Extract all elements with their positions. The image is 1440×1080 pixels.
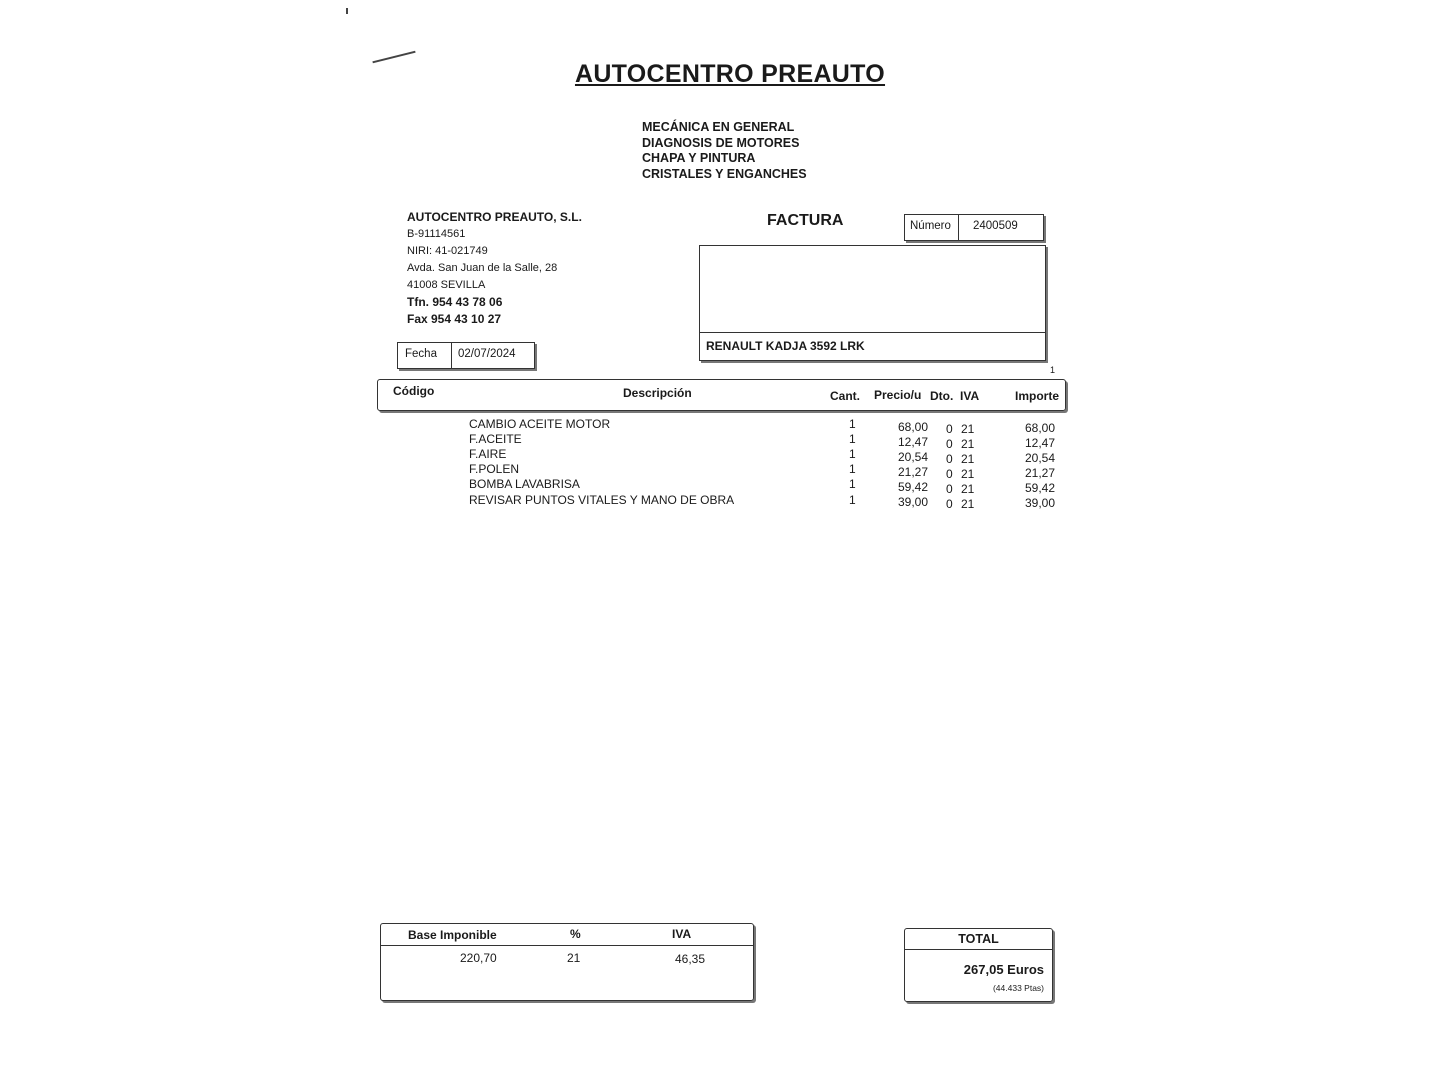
total-label: TOTAL: [905, 929, 1052, 950]
header-importe: Importe: [1015, 389, 1060, 403]
iva-label: IVA: [672, 927, 692, 941]
header-cant: Cant.: [830, 389, 860, 403]
company-address: Avda. San Juan de la Salle, 28: [407, 262, 558, 274]
row-desc: REVISAR PUNTOS VITALES Y MANO DE OBRA: [469, 493, 735, 507]
header-descripcion: Descripción: [623, 386, 692, 400]
client-box: [699, 245, 1046, 361]
row-dto: 0: [946, 497, 953, 511]
table-row: [0, 462, 1440, 481]
service-line: DIAGNOSIS DE MOTORES: [642, 135, 800, 150]
company-info: [407, 209, 582, 328]
row-precio: 21,27: [897, 465, 928, 479]
row-desc: F.POLEN: [469, 462, 520, 476]
row-precio: 59,42: [897, 480, 928, 494]
pct-label: %: [570, 927, 581, 941]
table-row: [0, 493, 1440, 511]
row-dto: 0: [946, 422, 953, 436]
company-fax: Fax 954 43 10 27: [407, 312, 502, 326]
row-precio: 20,54: [897, 450, 928, 464]
invoice-label: FACTURA: [767, 212, 844, 229]
total-amount: 267,05 Euros: [963, 962, 1044, 977]
row-iva: 21: [961, 437, 975, 451]
row-cant: 1: [849, 477, 856, 491]
row-desc: F.ACEITE: [469, 432, 522, 446]
total-box: [904, 928, 1053, 1002]
service-line: CRISTALES Y ENGANCHES: [642, 166, 807, 181]
pct-value: 21: [567, 951, 581, 965]
row-precio: 68,00: [897, 420, 928, 434]
row-importe: 12,47: [1024, 436, 1055, 450]
table-header: [377, 379, 1066, 411]
invoice-number: 2400509: [973, 220, 1018, 232]
row-cant: 1: [849, 493, 856, 507]
service-line: MECÁNICA EN GENERAL: [642, 120, 795, 134]
table-row: [0, 477, 1440, 496]
services-list: [642, 120, 807, 182]
scan-mark: [372, 51, 415, 64]
scan-mark: [346, 8, 348, 14]
row-dto: 0: [946, 467, 953, 481]
table-row: [0, 417, 1440, 436]
row-dto: 0: [946, 452, 953, 466]
row-importe: 20,54: [1024, 451, 1055, 465]
tax-header: [381, 924, 753, 946]
invoice-number-box: [904, 214, 1044, 241]
row-iva: 21: [961, 482, 975, 496]
invoice-number-label: Número: [905, 215, 959, 240]
row-iva: 21: [961, 452, 975, 466]
row-iva: 21: [961, 497, 975, 511]
company-phone: Tfn. 954 43 78 06: [407, 295, 503, 309]
header-codigo: Código: [393, 384, 435, 398]
row-importe: 68,00: [1024, 421, 1055, 435]
service-line: CHAPA Y PINTURA: [642, 151, 756, 165]
row-cant: 1: [849, 417, 856, 431]
total-ptas: (44.433 Ptas): [992, 983, 1044, 993]
base-label: Base Imponible: [408, 928, 497, 942]
company-name: AUTOCENTRO PREAUTO, S.L.: [407, 210, 582, 224]
row-importe: 59,42: [1024, 481, 1055, 495]
row-dto: 0: [946, 437, 953, 451]
date-label: Fecha: [398, 343, 452, 368]
header-precio: Precio/u: [874, 388, 922, 402]
header-iva: IVA: [960, 389, 980, 403]
header-dto: Dto.: [930, 389, 954, 403]
table-row: [0, 447, 1440, 466]
row-iva: 21: [961, 422, 975, 436]
row-dto: 0: [946, 482, 953, 496]
iva-value: 46,35: [675, 952, 706, 966]
table-row: [0, 432, 1440, 451]
row-desc: F.AIRE: [469, 447, 507, 461]
row-desc: BOMBA LAVABRISA: [469, 477, 580, 491]
row-cant: 1: [849, 447, 856, 461]
row-precio: 39,00: [897, 495, 928, 509]
row-cant: 1: [849, 432, 856, 446]
base-value: 220,70: [460, 951, 497, 965]
row-importe: 21,27: [1024, 466, 1055, 480]
row-cant: 1: [849, 462, 856, 476]
row-iva: 21: [961, 467, 975, 481]
company-city: 41008 SEVILLA: [407, 279, 486, 291]
company-title: AUTOCENTRO PREAUTO: [574, 60, 886, 88]
row-precio: 12,47: [897, 435, 928, 449]
date-box: [397, 342, 535, 369]
company-niri: NIRI: 41-021749: [407, 245, 488, 257]
row-desc: CAMBIO ACEITE MOTOR: [469, 417, 611, 431]
row-importe: 39,00: [1024, 496, 1055, 510]
invoice-date: 02/07/2024: [458, 348, 516, 360]
page-number: 1: [1050, 365, 1056, 375]
company-cif: B-91114561: [407, 228, 466, 240]
vehicle-info: RENAULT KADJA 3592 LRK: [700, 332, 1045, 360]
tax-summary: [380, 923, 754, 1001]
